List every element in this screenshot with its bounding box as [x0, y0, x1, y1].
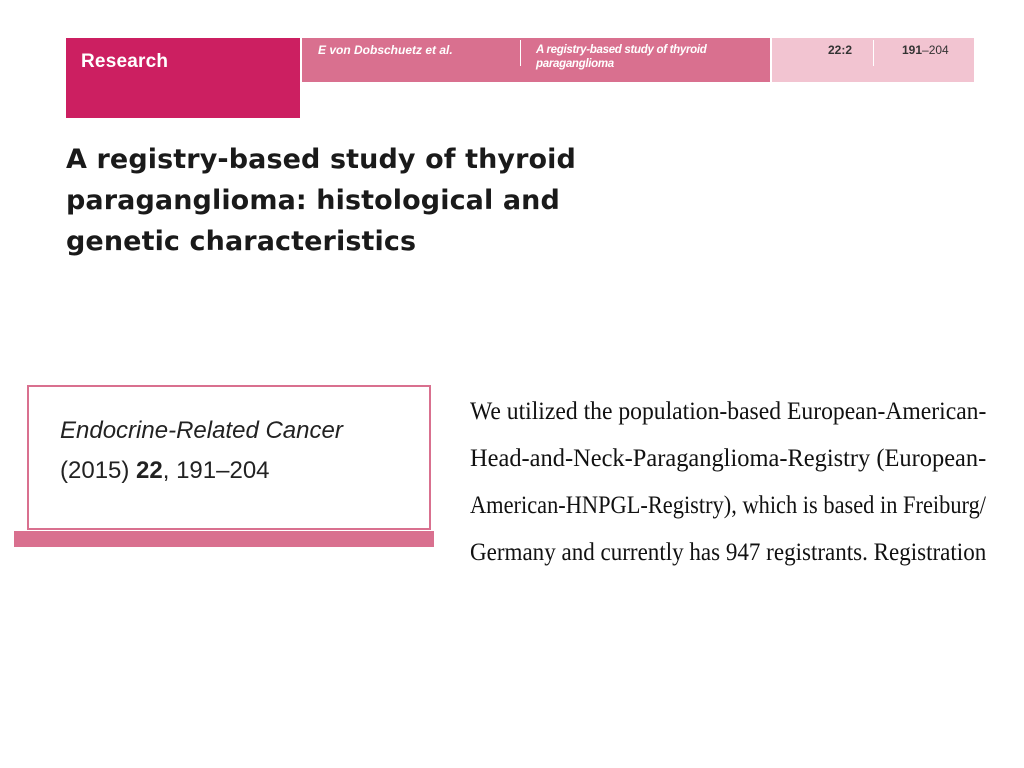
page-end: –204	[922, 43, 949, 57]
excerpt-line: Head-and-Neck-Paraganglioma-Registry (European-	[470, 445, 987, 472]
title-line: genetic characteristics	[66, 226, 417, 257]
running-header-divider	[520, 40, 521, 66]
running-header-authors: E von Dobschuetz et al.	[318, 43, 453, 57]
volume-box	[772, 38, 974, 82]
section-tab	[66, 38, 300, 118]
citation-year: (2015)	[60, 457, 130, 484]
excerpt-line: American-HNPGL-Registry), which is based in Freiburg/	[470, 492, 986, 519]
volume-issue: 22:2	[828, 43, 853, 57]
volume-divider	[873, 40, 874, 66]
running-header-short-title: A registry-based study of thyroid paraganglioma	[536, 44, 707, 70]
citation-journal: Endocrine-Related Cancer	[60, 417, 343, 444]
excerpt-line: Germany and currently has 947 registrants. Registration	[470, 539, 987, 566]
page-start: 191	[902, 43, 923, 57]
running-header	[302, 38, 770, 82]
title-line: A registry-based study of thyroid	[66, 144, 576, 175]
citation-volume: 22	[136, 457, 163, 484]
page-range	[902, 43, 949, 57]
citation-reference	[60, 457, 270, 485]
section-label: Research	[81, 51, 169, 72]
citation-box-accent-bar	[14, 531, 434, 547]
excerpt-line: We utilized the population-based European-American-	[470, 398, 987, 425]
body-excerpt	[470, 388, 986, 576]
article-title	[66, 139, 766, 262]
citation-box	[27, 385, 431, 530]
citation-pages: , 191–204	[162, 457, 270, 484]
title-line: paraganglioma: histological and	[66, 185, 560, 216]
